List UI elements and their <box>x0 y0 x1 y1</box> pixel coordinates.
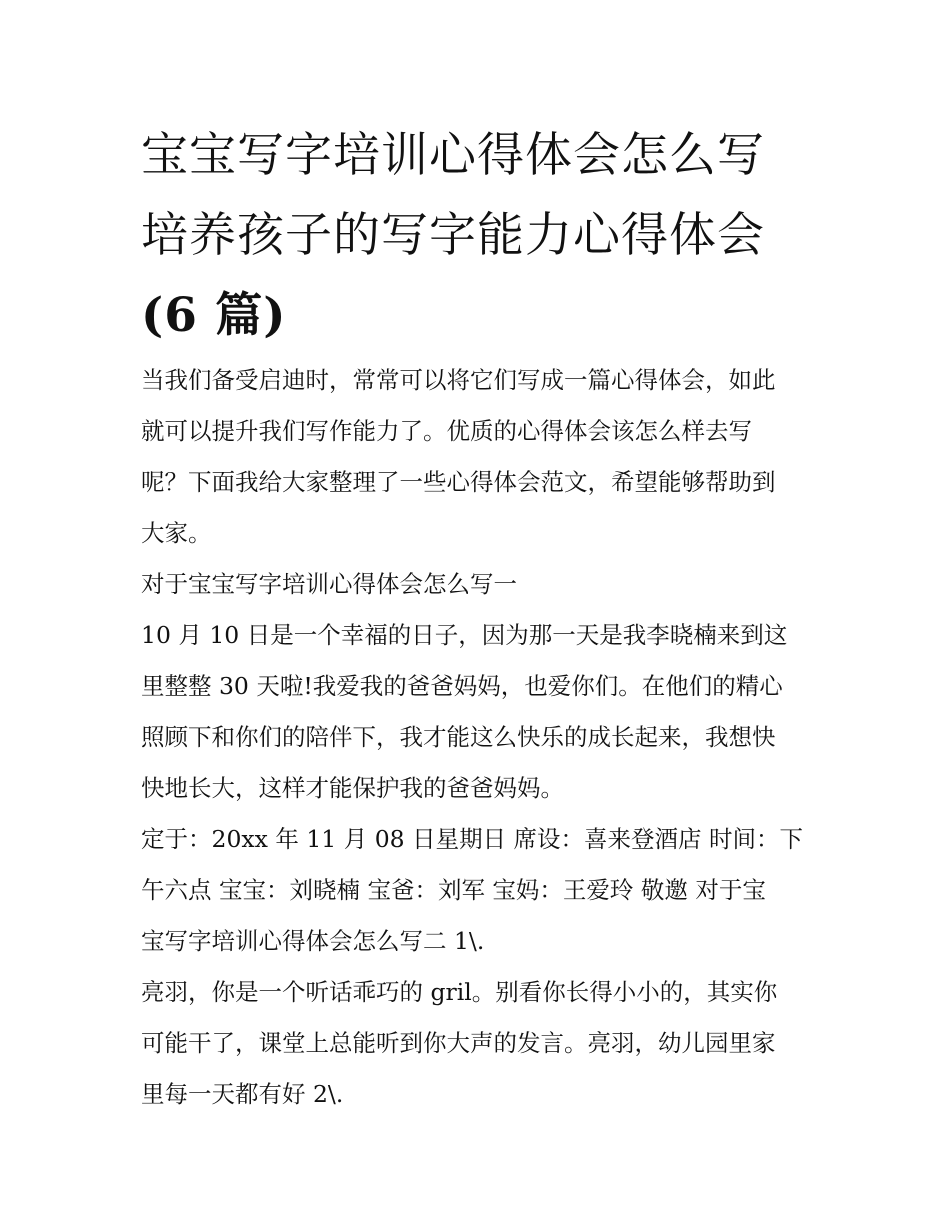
title-line: 培养孩子的写字能力心得体会 <box>141 208 765 263</box>
body-line: 里整整 30 天啦!我爱我的爸爸妈妈，也爱你们。在他们的精心 <box>141 672 783 700</box>
body-line: 亮羽，你是一个听话乖巧的 gril。别看你长得小小的，其实你 <box>141 978 778 1006</box>
title-line: (6 篇) <box>141 288 287 343</box>
body-line: 大家。 <box>141 519 212 547</box>
section-heading: 对于宝宝写字培训心得体会怎么写一 <box>141 570 517 598</box>
body-line: 10 月 10 日是一个幸福的日子，因为那一天是我李晓楠来到这 <box>141 621 788 649</box>
title-line: 宝宝写字培训心得体会怎么写 <box>141 128 765 183</box>
body-line: 快地长大，这样才能保护我的爸爸妈妈。 <box>141 774 564 802</box>
document-title <box>141 116 831 356</box>
body-line: 宝写字培训心得体会怎么写二 1\. <box>141 927 485 955</box>
body-line: 呢？下面我给大家整理了一些心得体会范文，希望能够帮助到 <box>141 468 776 496</box>
body-line: 就可以提升我们写作能力了。优质的心得体会该怎么样去写 <box>141 417 752 445</box>
body-line: 里每一天都有好 2\. <box>141 1080 344 1108</box>
body-line: 定于：20xx 年 11 月 08 日星期日 席设：喜来登酒店 时间：下 <box>141 825 804 853</box>
body-line: 照顾下和你们的陪伴下，我才能这么快乐的成长起来，我想快 <box>141 723 776 751</box>
body-line: 可能干了，课堂上总能听到你大声的发言。亮羽，幼儿园里家 <box>141 1029 776 1057</box>
body-line: 午六点 宝宝：刘晓楠 宝爸：刘军 宝妈：王爱玲 敬邀 对于宝 <box>141 876 766 904</box>
document-body <box>141 355 831 1120</box>
body-line: 当我们备受启迪时，常常可以将它们写成一篇心得体会，如此 <box>141 366 776 394</box>
